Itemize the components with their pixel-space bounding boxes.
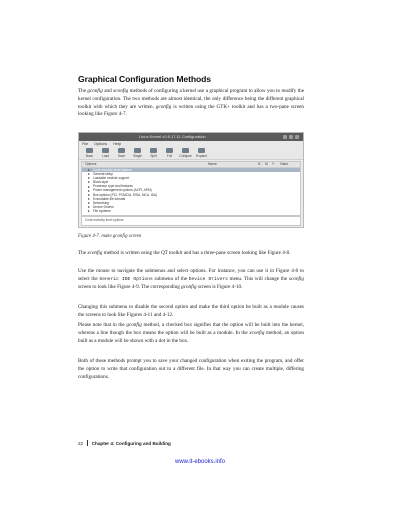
window-controls [283,135,299,139]
window-toolbar [79,147,303,160]
page-footer [78,440,171,446]
close-icon [295,135,299,139]
expand-icon [198,148,205,153]
help-pane [81,216,301,226]
tree-row-label: Device Drivers [93,204,114,209]
expand-arrow-icon [88,194,90,196]
folder-icon [102,148,109,153]
minimize-icon [283,135,287,139]
tree-row-label: Networking [93,200,109,205]
expand-arrow-icon [88,173,90,175]
expand-arrow-icon [88,169,90,171]
tool-label: Back [85,154,94,158]
tree-row-label: Bus options (PCI, PCMCIA, EISA, MCA, ISA) [93,192,157,197]
tree-row-label: Code maturity level options [93,168,132,172]
tree-row-label: Block layer [93,180,109,185]
window-titlebar [79,133,303,141]
column-options: Options [85,162,97,166]
tool-label: Split [150,154,157,158]
expand-arrow-icon [88,198,90,200]
expand-arrow-icon [88,206,90,208]
tool-back [83,147,96,159]
expand-arrow-icon [88,210,90,212]
tool-label: Full [166,154,173,158]
tree-row-label: Power management options (ACPI, APM) [93,188,152,193]
save-icon [118,148,125,153]
tree-row-label: Executable file formats [93,196,126,201]
paragraph-save-prompt: Both of these methods prompt you to save your changed configuration when exiting the program, and offer the option to write that configuration out to a different file. In that way you can create multiple, differing configurations. [78,358,304,380]
term-gconfig: gconfig [126,322,142,328]
tree-row-label: Loadable module support [93,176,129,181]
tool-label: Save [117,154,126,158]
tool-label: Single [133,154,142,158]
menu-file: File [82,142,89,146]
tree-row-label: File systems [93,208,111,213]
text: screen to look like Figure 4-9. The corresponding [78,283,182,290]
tree-row-label: General setup [93,172,114,177]
tool-expand [195,147,208,159]
back-icon [86,148,93,153]
paragraph-gconfig-intro [78,88,304,119]
expand-arrow-icon [88,177,90,179]
term-xconfig: xconfig [113,88,129,94]
term-xconfig: xconfig [87,250,103,256]
expand-arrow-icon [88,186,90,188]
text: methods of configuring a kernel use a graphical program to allow you to modify the kernel configuration. The two methods are almost identical, the only difference being the different graphical toolkit with which they are written. [78,88,304,110]
tool-label: Collapse [179,154,192,158]
term-gconfig: gconfig [181,283,197,290]
full-view-icon [166,148,173,153]
help-text: Code maturity level options [85,218,124,222]
tool-label: Expand [196,154,207,158]
single-view-icon [134,148,141,153]
text: submenu of the [152,275,189,282]
split-view-icon [150,148,157,153]
text: is written using the GTK+ toolkit and has a two-pane screen looking like Figure 4-7. [78,103,304,118]
chapter-title: Chapter 4: Configuring and Building [91,440,171,446]
text: and [102,88,114,94]
footer-divider [87,440,88,446]
paragraph-submenu: Changing this submenu to disable the second option and make the third option be built as a module causes the screens to look like Figures 4-11 and 4-12. [78,304,304,318]
window-title: Linux Kernel v2.6.17.11 Configuration [139,134,206,139]
maximize-icon [289,135,293,139]
text: Use the mouse to navigate the submenus and select options. For instance, you can use it in Figure 4-8 to select the [78,268,304,282]
code-generic-ide-options: Generic IDE Options [99,276,153,282]
options-tree-pane [81,161,301,216]
menu-options: Options [94,142,108,146]
term-gconfig: gconfig [155,103,172,110]
tool-collapse [179,147,192,159]
tree-row [82,209,300,213]
code-device-drivers: Device Drivers [188,276,228,282]
tool-load [99,147,112,159]
column-y: Y [272,162,275,166]
page-number: 22 [78,440,84,446]
expand-arrow-icon [88,202,90,204]
gconfig-screenshot [78,132,304,228]
tree-row-label: Processor type and features [93,184,133,189]
paragraph-checkbox-note [78,322,304,345]
tool-full [163,147,176,159]
text: menu. This will change the [227,275,289,282]
tool-split [147,147,160,159]
column-value: Value [280,162,289,166]
paragraph-navigation [78,268,304,291]
tool-label: Load [101,154,110,158]
text: screen is Figure 4-10. [196,283,243,290]
paragraph-xconfig [78,250,304,258]
text: method is written using the QT toolkit and has a three-pane screen looking like Figure 4-8. [102,250,291,256]
text: method, a checked box signifies that the option will be built into the kernel, whereas a line though the box means the option will be built as a module. In the [78,322,304,336]
text: method, an option built as a module will be shown with a dot in the box. [78,329,304,344]
tool-single [131,147,144,159]
collapse-icon [182,148,189,153]
column-m: M [265,162,268,166]
ebook-link[interactable]: www.it-ebooks.info [174,459,226,465]
figure-caption: Figure 4-7. make gconfig screen [78,234,142,239]
column-headers [82,162,300,168]
section-heading: Graphical Configuration Methods [78,74,211,84]
column-n: N [258,162,261,166]
term-gconfig: gconfig [87,88,103,94]
tool-save [115,147,128,159]
text: Please note that in the [78,322,127,328]
term-xconfig: xconfig [249,329,265,336]
term-xconfig: xconfig [288,275,304,282]
menu-help: Help [113,142,122,146]
expand-arrow-icon [88,181,90,183]
expand-arrow-icon [88,190,90,192]
text: The [78,88,88,94]
column-name: Name [208,162,217,166]
text: The [78,250,88,256]
